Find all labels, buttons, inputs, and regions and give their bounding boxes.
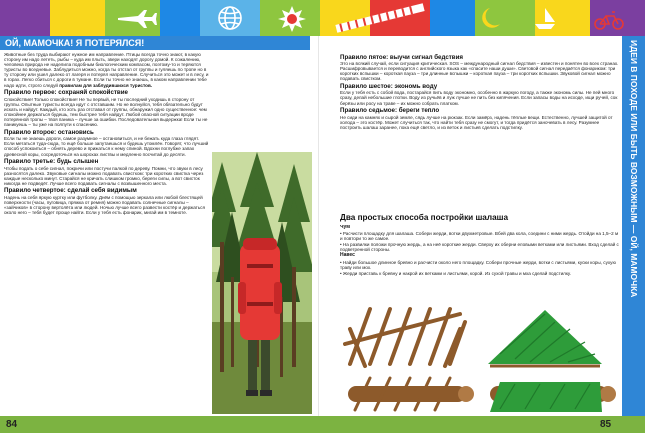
rule-text: Надень на себя яркую куртку или футболку. Днём с помощью зеркала или любой блестящей поверхности (часы, пуговица, пряжка от ремня) можно подавать солнечные сигналы – «зайчиков» в сторону вертолёта или людей. Ночью лучше всего развести костёр и держаться около него – тебя будет проще найти. Если у тебя есть фонарик, мигай им в темноте. bbox=[4, 194, 205, 216]
rule-heading: Правило четвертое: сделай себя видимым bbox=[4, 187, 137, 195]
airplane-icon bbox=[118, 10, 157, 28]
rule-heading: Правило седьмое: береги тепло bbox=[340, 107, 440, 115]
shelter-way1-title: Чум bbox=[340, 225, 350, 230]
footer-bar bbox=[0, 416, 645, 433]
globe-icon bbox=[219, 7, 241, 29]
rule-text: Если ты не знаешь дороги, самое разумное – остановиться, и не бежать куда глаза глядят. Если метаться туда-сюда, то ещё больше запутаешься и будешь утомлён. Говорят, что лучший способ успокоиться – обнять дерево и прижаться к нему спиной. Вдохни поглубже запах древесной коры, сосредоточься на шорохах листвы и медленно посчитай до десяти. bbox=[4, 136, 209, 157]
lean-to-frame-drawing bbox=[348, 378, 474, 410]
frame-shelter-drawing bbox=[345, 309, 465, 366]
shelter-instructions bbox=[340, 225, 620, 303]
shelter-step: • Найди большое длинное бревно и расчисти около него площадку. Собери прочные жерди, вотки с листьями, куски коры, сухую траву или мох. bbox=[340, 259, 616, 270]
moon-icon bbox=[482, 8, 500, 28]
forest-illustration bbox=[212, 152, 312, 414]
rule-heading: Правило шестое: экономь воду bbox=[340, 82, 438, 90]
forest-hiker-photo bbox=[212, 152, 312, 414]
boat-icon bbox=[535, 8, 555, 29]
shelter-way2-title: Навес bbox=[340, 252, 355, 259]
rule-text: Не сиди на камнях и сырой земле, сядь лучше на рюкзак. Если замёрз, надень тёплые вещи. Естественно, лучшей защитой от холода – это костёр. Может случиться так, что найти тебя сразу не смогут, и тогда придётся заночевать в лесу. Разумнее построить шалаш заранее, пока ещё светло, и из веток и листьев сделать подстилку. bbox=[340, 114, 613, 130]
left-column bbox=[4, 52, 209, 414]
page-title-text: ОЙ, МАМОЧКА! Я ПОТЕРЯЛСЯ! bbox=[5, 38, 145, 48]
rule-heading: Правило пятое: выучи сигнал бедствия bbox=[340, 53, 464, 61]
ticket-stripe bbox=[335, 3, 424, 33]
covered-shelter-drawing bbox=[488, 310, 602, 366]
shelter-heading: Два простых способа постройки шалаша bbox=[340, 213, 508, 222]
shelter-illustrations bbox=[340, 304, 622, 414]
rule-text: Чтобы подать о себе сигнал, покричи или постучи палкой по дереву. Помни, что звуки в лесу разносятся далеко. Звуковые сигналы можно подавать свистком: три коротких свистка через каждые несколько минут. Старайся не кричать слишком громко, береги силы, а вот свисток никогда не подведёт. Лучше всего подавать сигналы с возвышенного места. bbox=[4, 165, 204, 186]
bicycle-icon bbox=[595, 12, 623, 29]
rule-heading: Правило третье: будь слышен bbox=[4, 158, 99, 166]
shelter-step: • Жерди приставь к бревну и накрой их ветками и листьями, корой. Из сухой травы и мха сделай подстилку. bbox=[340, 270, 572, 276]
rule-text: Если у тебя есть с собой вода, постарайся пить воду экономно, особенно в жаркую погоду, а также экономь силы. Не пей много сразу, делай небольшие глотки. Воду из ручьёв и луж лучше не пить без кипячения. Если запасы воды на исходе, ищи ручей, сок берёзы или росу на траве – их можно собрать платком. bbox=[340, 90, 618, 106]
shelter-step: • Расчисти площадку для шалаша. Собери жерди, вотки двухметровые. Вбей два кола, соедини с ними жердь. Отойди на 1,5–2 м и повтори то же самое. bbox=[340, 231, 619, 242]
section-sidebar bbox=[622, 36, 645, 416]
shelter-drawing bbox=[340, 304, 622, 414]
page-title bbox=[0, 36, 310, 50]
rule-text: Это на всякий случай, если ситуация критическая. SOS – международный сигнал бедствия – известен и понятен во всех странах. Расшифровывается и переводится с английского языка как «спасите наши души». Световой сигнал передаётся фонариком: три коротких вспышки – короткая пауза – три длинные вспышки – короткая пауза – три коротких вспышки. Звуковой сигнал можно подавать свистком. bbox=[340, 61, 619, 82]
intro-paragraph bbox=[4, 52, 209, 88]
header-banner bbox=[0, 0, 645, 36]
rule-heading: Правило второе: остановись bbox=[4, 128, 94, 136]
page-divider bbox=[318, 36, 319, 416]
sidebar-title: ИДЕИ В ПОХОДЕ ИЛИ БЫТЬ ВОЗМОЖНЫМ — ОЙ, МАМОЧКА bbox=[629, 40, 639, 298]
intro-bold-text: правилам для заблудившихся туристов. bbox=[59, 82, 153, 88]
shelter-step: • На развилки положи прочную жердь, а на неё короткие жерди. Сверху их оберни еловыми ветками или листьями. Вход сделай с подветренной стороны. bbox=[340, 242, 619, 253]
sun-icon bbox=[278, 6, 306, 32]
page-number-right: 85 bbox=[600, 419, 612, 430]
rule-text: Спокойствие! Только спокойствие! Не ты первый, не ты последний уходишь в сторону от группы. Опытные туристы всегда идут с отставшим. Но не волнуйся, тебя обязательно будут искать и найдут. Каждый, кто хоть раз отставал от группы, обнаружил одно существенное: чем спокойнее держаться будешь, тем быстрее тебя найдут. Любой опасной ситуации вроде потерянной тропы – твоя паника – лучше за ошибки. Последовательная выдержка! Если ты не паникуешь – ты уже на полпути к спасению. bbox=[4, 96, 208, 128]
page-number-left: 84 bbox=[6, 419, 18, 430]
intro-text: Животные без труда выбирают нужное им направление. Птицы всегда точно знают, в какую сторону им надо лететь, рыбы – куда им плыть, звери находят дорогу домой. К сожалению, человека природа не наделила подобным биологическим компасом, поэтому-то и теряются туристы во вседневье. Заблудиться можно, когда ты отстал от группы и гуляешь по тропе но в ту сторону или ушел далеко от лагеря и потерял направление. Случиться это может и в лесу, и в горах. Легко сбиться с дороги в тумане. Если ты точно не знаешь, в каком направлении тебе надо идти, строго следуй bbox=[4, 52, 209, 88]
banner-decor bbox=[0, 0, 645, 36]
right-column bbox=[340, 52, 620, 210]
rule-heading: Правило первое: сохраняй спокойствие bbox=[4, 89, 128, 97]
lean-to-covered-drawing bbox=[490, 382, 616, 412]
